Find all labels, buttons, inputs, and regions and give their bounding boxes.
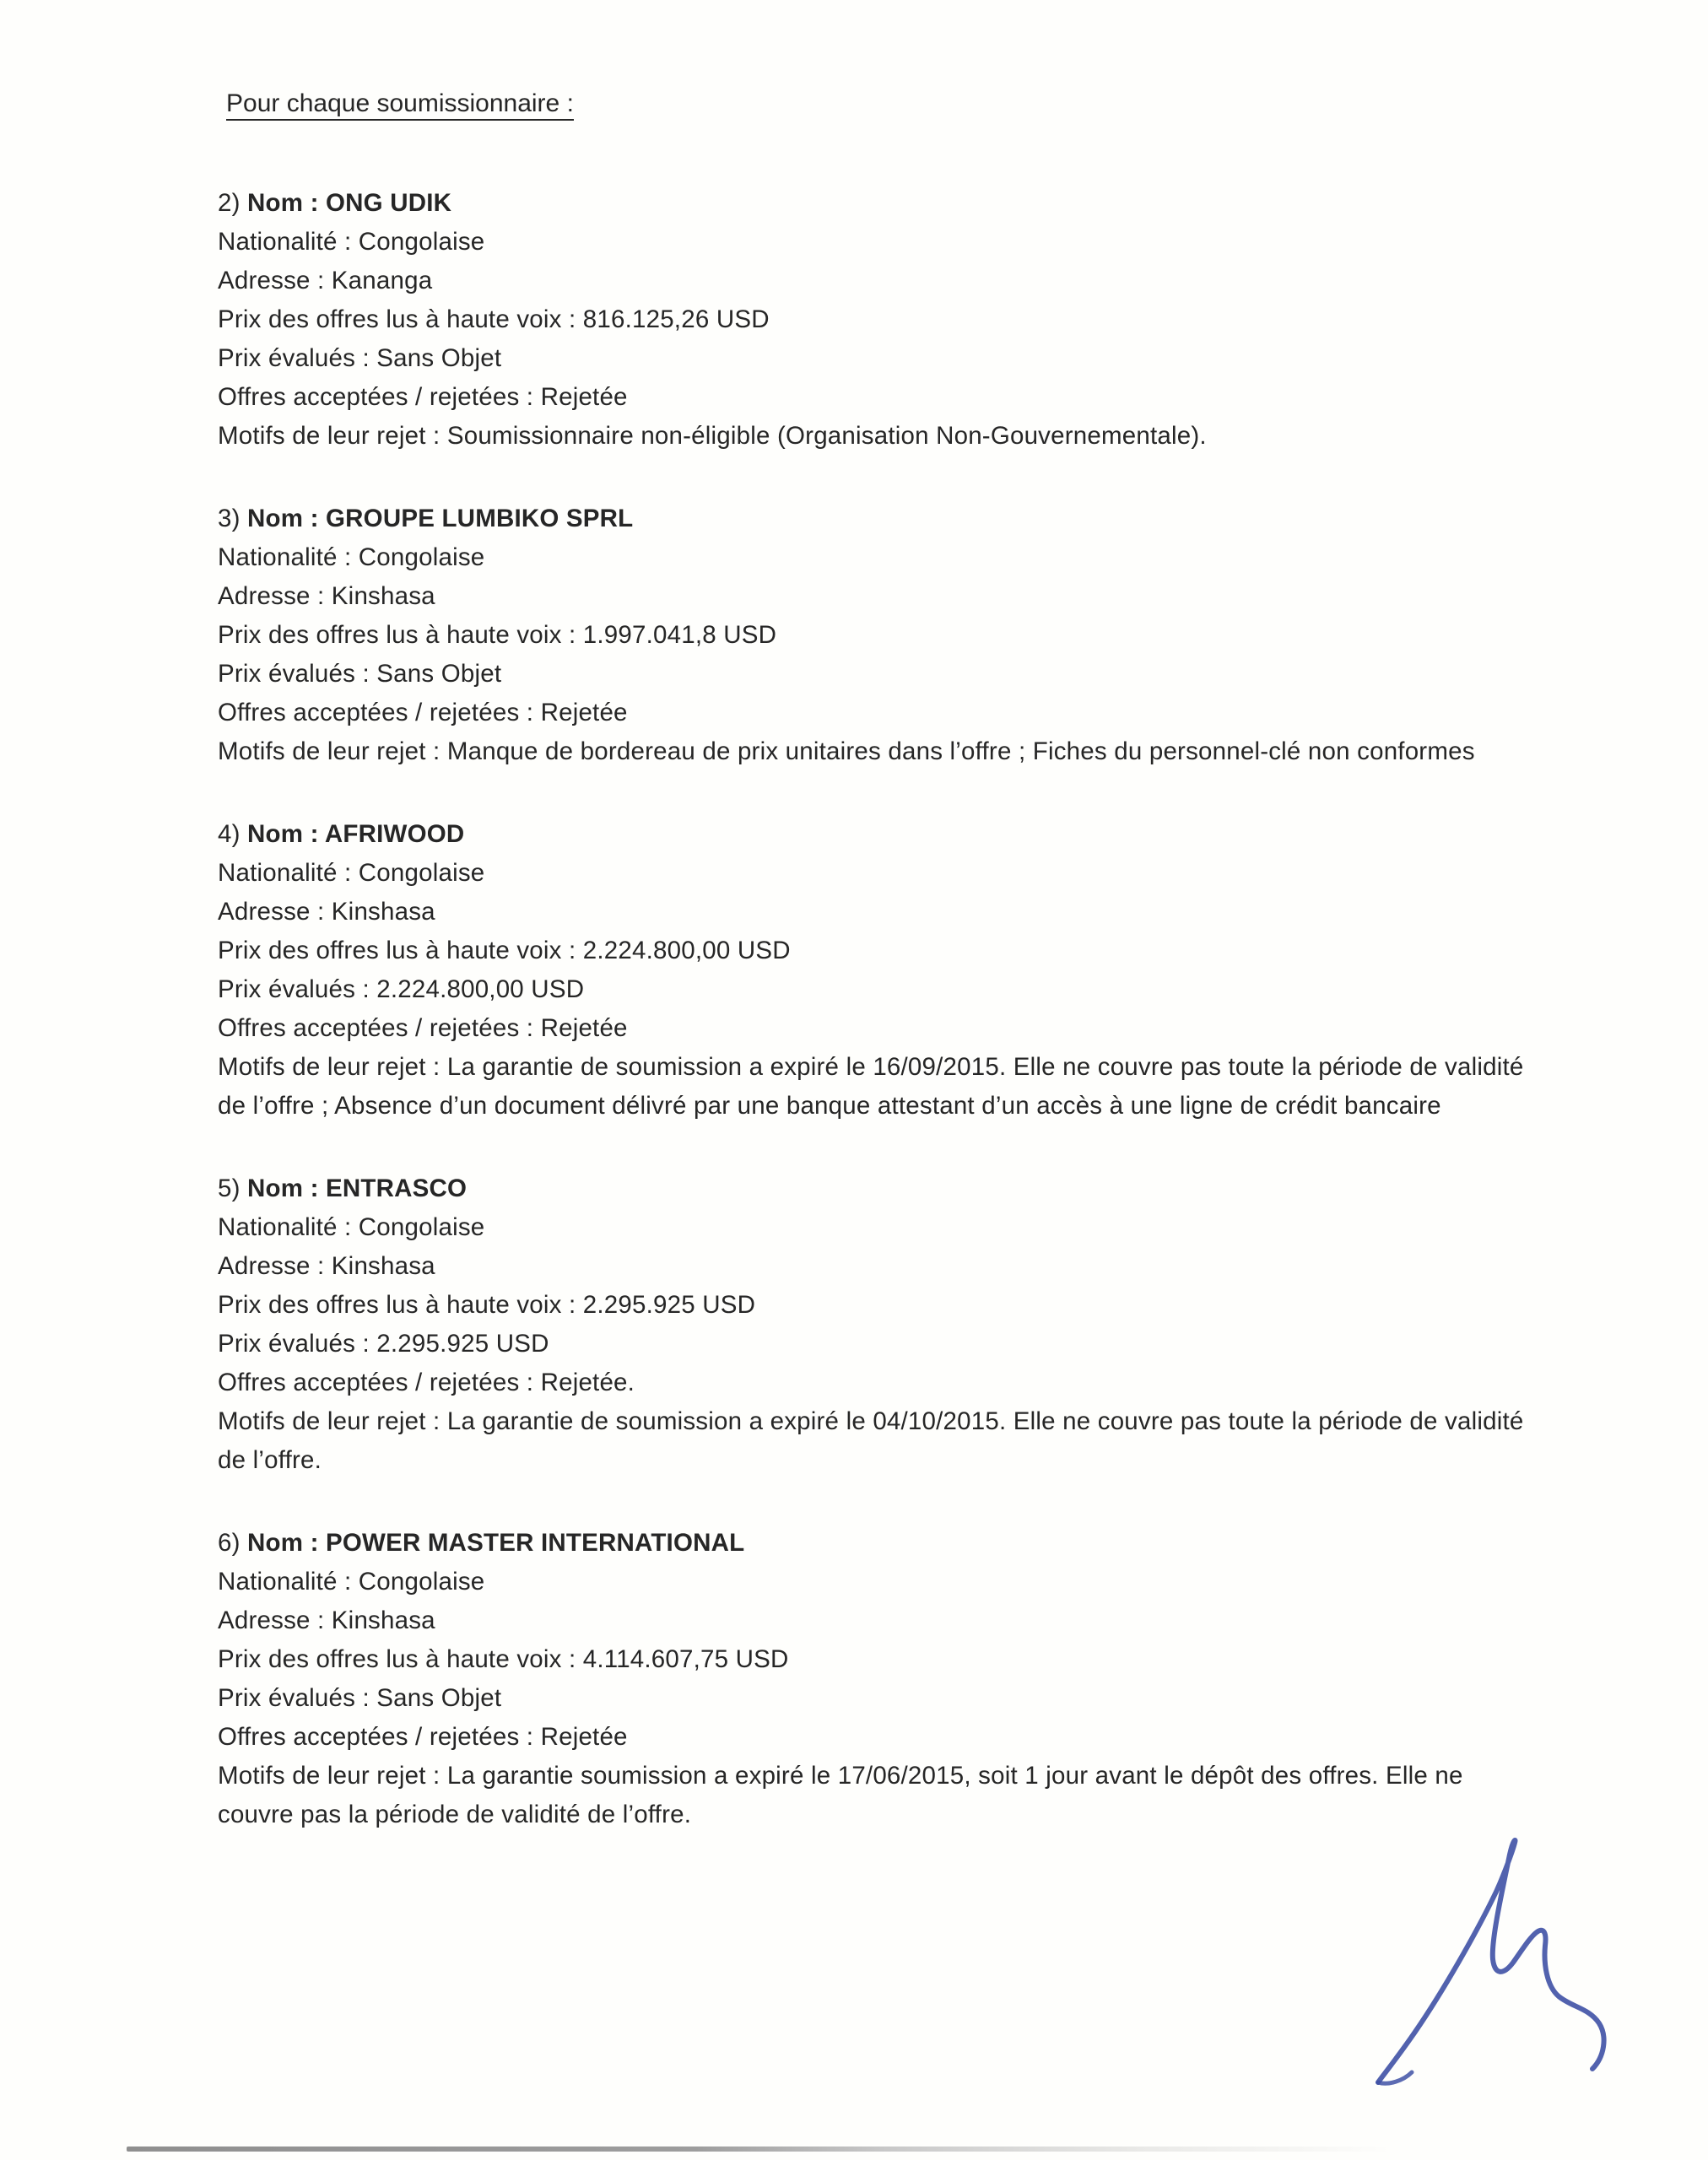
field-price-evaluated: Prix évalués : 2.295.925 USD <box>218 1330 549 1358</box>
field-price-evaluated: Prix évalués : Sans Objet <box>218 660 502 688</box>
bidder-block-2 <box>218 184 1534 456</box>
field-rejection-reasons: Motifs de leur rejet : Soumissionnaire non-éligible (Organisation Non-Gouvernementale). <box>218 422 1207 450</box>
field-rejection-reasons: Motifs de leur rejet : Manque de bordereau de prix unitaires dans l’offre ; Fiches du personnel-clé non conformes <box>218 737 1475 765</box>
field-nationality: Nationalité : Congolaise <box>218 859 485 887</box>
bidder-name: Nom : ONG UDIK <box>247 189 452 217</box>
field-address: Adresse : Kananga <box>218 267 433 294</box>
bidder-name: Nom : ENTRASCO <box>247 1174 468 1202</box>
field-accepted-rejected: Offres acceptées / rejetées : Rejetée <box>218 1014 628 1042</box>
field-address: Adresse : Kinshasa <box>218 1606 435 1634</box>
field-nationality: Nationalité : Congolaise <box>218 543 485 571</box>
bidder-block-4 <box>218 815 1534 1126</box>
bidder-block-5 <box>218 1169 1534 1480</box>
bidder-number: 4) <box>218 820 241 848</box>
bidder-number: 6) <box>218 1529 241 1557</box>
field-nationality: Nationalité : Congolaise <box>218 1213 485 1241</box>
field-price-read-aloud: Prix des offres lus à haute voix : 2.295.925 USD <box>218 1291 756 1319</box>
bidder-name: Nom : AFRIWOOD <box>247 820 465 848</box>
field-price-evaluated: Prix évalués : Sans Objet <box>218 344 502 372</box>
bidder-block-3 <box>218 500 1534 771</box>
bidder-name-line <box>218 500 1534 538</box>
bidder-name-line <box>218 1524 1534 1563</box>
field-address: Adresse : Kinshasa <box>218 1252 435 1280</box>
field-address: Adresse : Kinshasa <box>218 582 435 610</box>
field-price-evaluated: Prix évalués : Sans Objet <box>218 1684 502 1712</box>
document-body <box>218 84 1534 1878</box>
bidder-number: 3) <box>218 505 241 532</box>
field-accepted-rejected: Offres acceptées / rejetées : Rejetée <box>218 1723 628 1751</box>
field-nationality: Nationalité : Congolaise <box>218 228 485 256</box>
field-accepted-rejected: Offres acceptées / rejetées : Rejetée <box>218 699 628 726</box>
field-price-read-aloud: Prix des offres lus à haute voix : 2.224.800,00 USD <box>218 937 791 964</box>
field-nationality: Nationalité : Congolaise <box>218 1568 485 1596</box>
field-price-read-aloud: Prix des offres lus à haute voix : 816.125,26 USD <box>218 305 770 333</box>
bidder-name: Nom : POWER MASTER INTERNATIONAL <box>247 1529 745 1557</box>
scan-artifact-line <box>127 2146 1392 2152</box>
bidder-block-6 <box>218 1524 1534 1834</box>
field-address: Adresse : Kinshasa <box>218 898 435 926</box>
field-rejection-reasons: Motifs de leur rejet : La garantie de soumission a expiré le 16/09/2015. Elle ne couvre pas toute la période de validité de l’offre ; Absence d’un document délivré par une banque attestant d’un accès à une ligne de crédit bancaire <box>218 1053 1524 1120</box>
field-accepted-rejected: Offres acceptées / rejetées : Rejetée. <box>218 1369 635 1396</box>
bidder-name-line <box>218 1169 1534 1208</box>
bidder-number: 2) <box>218 189 241 217</box>
field-rejection-reasons: Motifs de leur rejet : La garantie de soumission a expiré le 04/10/2015. Elle ne couvre pas toute la période de validité de l’offre. <box>218 1407 1524 1474</box>
field-price-evaluated: Prix évalués : 2.224.800,00 USD <box>218 975 585 1003</box>
field-price-read-aloud: Prix des offres lus à haute voix : 4.114.607,75 USD <box>218 1645 789 1673</box>
bidder-name-line <box>218 815 1534 854</box>
field-price-read-aloud: Prix des offres lus à haute voix : 1.997.041,8 USD <box>218 621 777 649</box>
field-rejection-reasons: Motifs de leur rejet : La garantie soumission a expiré le 17/06/2015, soit 1 jour avant le dépôt des offres. Elle ne couvre pas la période de validité de l’offre. <box>218 1762 1463 1828</box>
document-heading <box>226 84 1534 123</box>
bidder-number: 5) <box>218 1174 241 1202</box>
handwritten-signature <box>1363 1814 1641 2101</box>
bidder-name: Nom : GROUPE LUMBIKO SPRL <box>247 505 634 532</box>
field-accepted-rejected: Offres acceptées / rejetées : Rejetée <box>218 383 628 411</box>
bidder-name-line <box>218 184 1534 223</box>
heading-text: Pour chaque soumissionnaire : <box>226 89 574 121</box>
